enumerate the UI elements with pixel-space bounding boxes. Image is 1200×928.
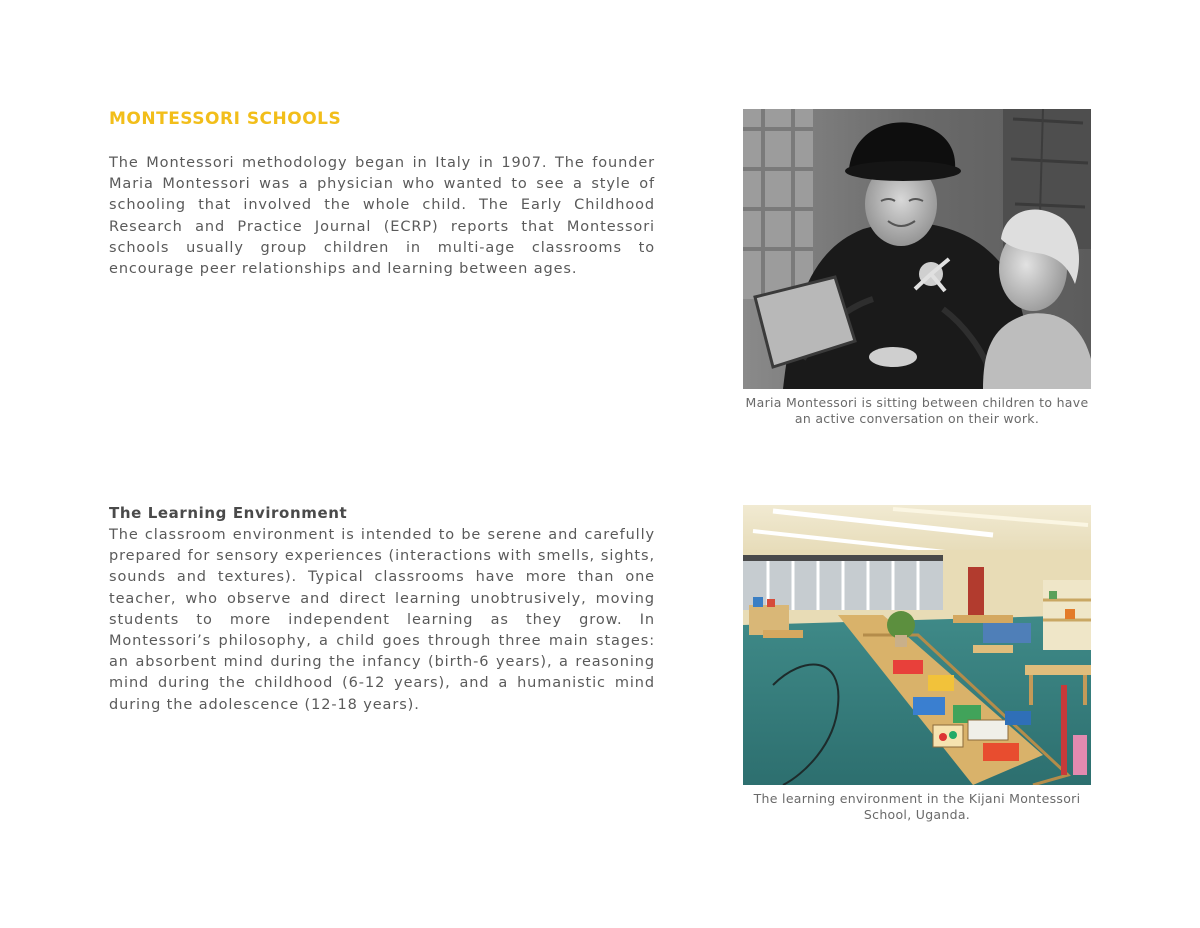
montessori-photo [743,109,1091,389]
classroom-photo [743,505,1091,785]
learning-environment-paragraph: The classroom environment is intended to be serene and carefully prepared for sensory experiences (interactions with smells, sights, sounds and textures). Typical classrooms have more than one teacher, who observe and direct learning unobtrusively, moving students to more independent learning as they grow. In Montessori’s philosophy, a child goes through three main stages: an absorbent mind during the infancy (birth-6 years), a reasoning mind during the childhood (6-12 years), and a humanistic mind during the adolescence (12-18 years). [109,527,655,713]
section-title: MONTESSORI SCHOOLS [109,109,342,129]
learning-environment-heading: The Learning Environment [109,504,348,522]
montessori-photo-caption: Maria Montessori is sitting between children to have an active conversation on their work. [745,395,1089,426]
classroom-photo-caption: The learning environment in the Kijani Montessori School, Uganda. [753,791,1081,822]
intro-paragraph: The Montessori methodology began in Italy in 1907. The founder Maria Montessori was a physician who wanted to see a style of schooling that involved the whole child. The Early Childhood Research and Practice Journal (ECRP) reports that Montessori schools usually group children in multi-age classrooms to encourage peer relationships and learning between ages. [109,155,655,278]
